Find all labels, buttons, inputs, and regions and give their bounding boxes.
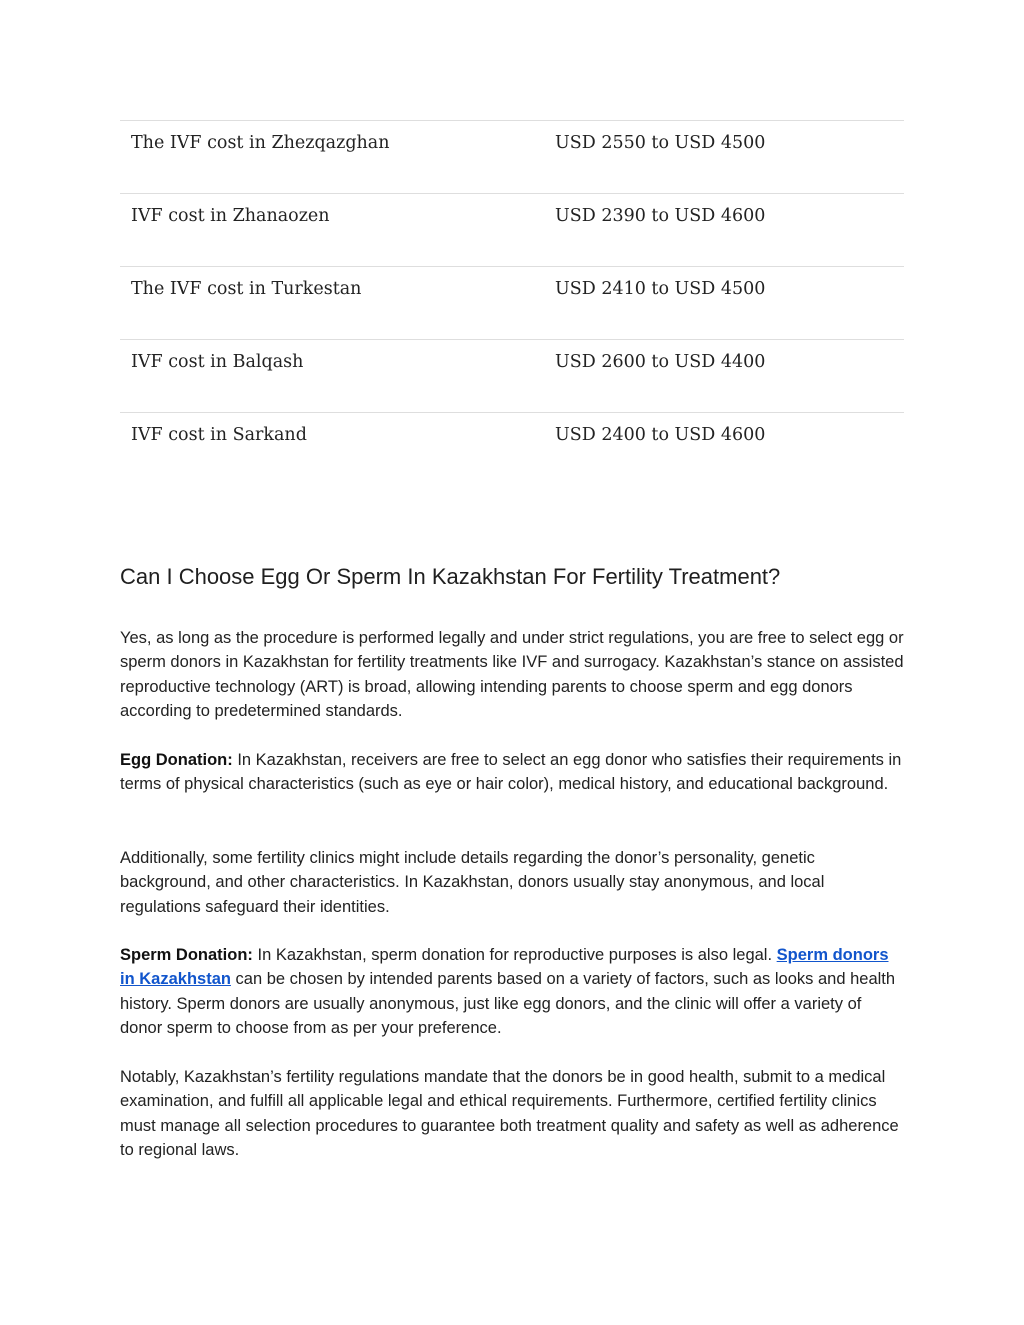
- city-cell: The IVF cost in Turkestan: [131, 279, 362, 299]
- sperm-donors-link[interactable]: Sperm donors in Kazakhstan: [120, 946, 889, 989]
- egg-donation-text: In Kazakhstan, receivers are free to select an egg donor who satisfies their requirements in terms of physical characteristics (such as eye or hair color), medical history, and educational background.: [120, 751, 902, 794]
- sperm-donation-text-continued: can be chosen by intended parents based on a variety of factors, such as looks and health history. Sperm donors are usually anonymous, just like egg donors, and the clinic will offer a variety of donor sperm to choose from as per your preference.: [120, 970, 896, 1038]
- cost-range-cell: USD 2400 to USD 4600: [555, 425, 766, 445]
- city-cell: IVF cost in Sarkand: [131, 425, 307, 445]
- section-heading: Can I Choose Egg Or Sperm In Kazakhstan For Fertility Treatment?: [120, 564, 781, 589]
- table-row: [120, 412, 904, 485]
- city-cell: IVF cost in Zhanaozen: [131, 206, 330, 226]
- ivf-cost-table: [120, 120, 904, 485]
- cost-range-cell: USD 2600 to USD 4400: [555, 352, 766, 372]
- cost-range-cell: USD 2410 to USD 4500: [555, 279, 766, 299]
- additional-paragraph: Additionally, some fertility clinics might include details regarding the donor’s personality, genetic background, and other characteristics. In Kazakhstan, donors usually stay anonymous, and local regulations safeguard their identities.: [120, 849, 825, 916]
- table-row: [120, 339, 904, 412]
- sperm-donation-paragraph: [120, 943, 904, 1041]
- regulations-paragraph: Notably, Kazakhstan’s fertility regulations mandate that the donors be in good health, submit to a medical examination, and fulfill all applicable legal and ethical requirements. Furthermore, certified fertility clinics must manage all selection procedures to guarantee both treatment quality and safety as well as adherence to regional laws.: [120, 1068, 899, 1160]
- intro-paragraph: Yes, as long as the procedure is performed legally and under strict regulations, you are free to select egg or sperm donors in Kazakhstan for fertility treatments like IVF and surrogacy. Kazakhstan’s stance on assisted reproductive technology (ART) is broad, allowing intending parents to choose sperm and egg donors according to predetermined standards.: [120, 629, 904, 721]
- sperm-donation-label: Sperm Donation:: [120, 946, 253, 964]
- table-row: [120, 120, 904, 193]
- city-cell: The IVF cost in Zhezqazghan: [131, 133, 390, 153]
- egg-donation-paragraph: [120, 748, 904, 797]
- cost-range-cell: USD 2390 to USD 4600: [555, 206, 766, 226]
- cost-range-cell: USD 2550 to USD 4500: [555, 133, 766, 153]
- table-row: [120, 266, 904, 339]
- city-cell: IVF cost in Balqash: [131, 352, 304, 372]
- sperm-donation-text: In Kazakhstan, sperm donation for reproductive purposes is also legal.: [252, 946, 777, 964]
- table-row: [120, 193, 904, 266]
- egg-donation-label: Egg Donation:: [120, 751, 233, 769]
